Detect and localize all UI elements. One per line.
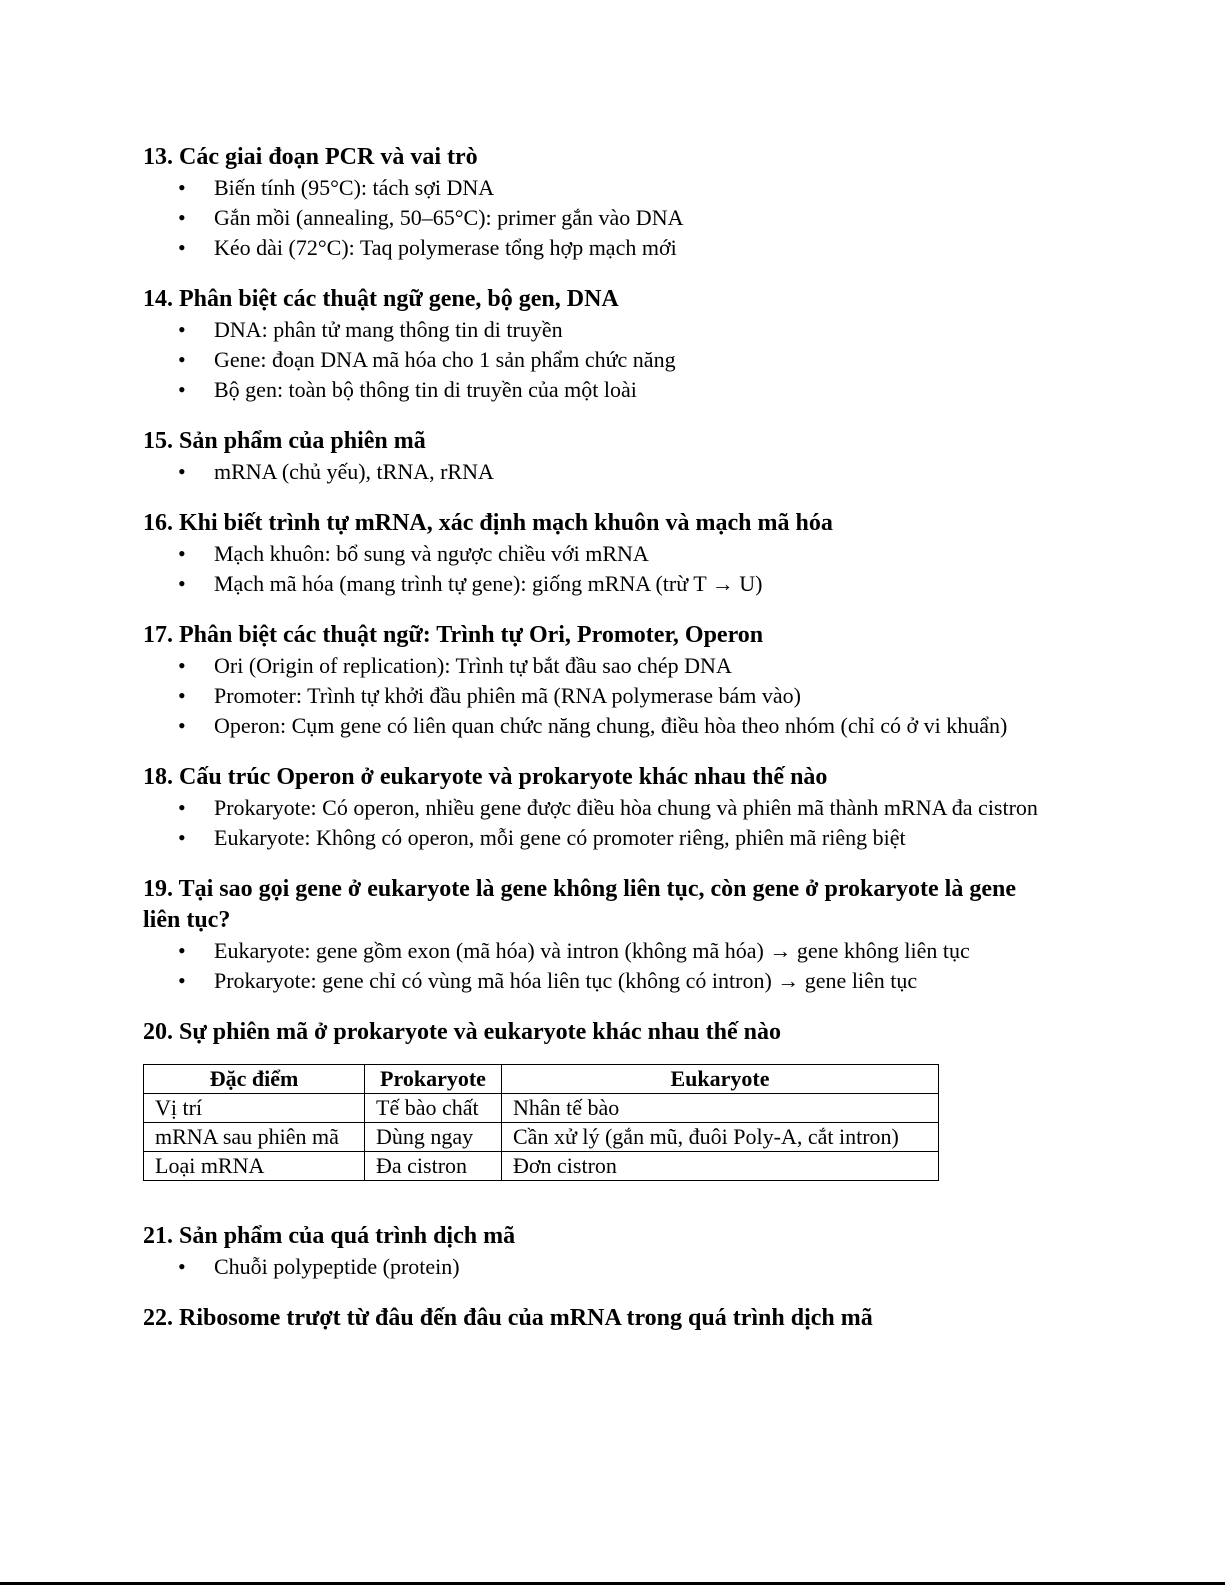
table-cell: Nhân tế bào — [502, 1094, 939, 1123]
section-heading: 18. Cấu trúc Operon ở eukaryote và prokaryote khác nhau thế nào — [143, 764, 828, 790]
table-header-cell: Đặc điểm — [144, 1065, 365, 1094]
bullet-icon: • — [178, 377, 186, 402]
bullet-icon: • — [178, 1254, 186, 1279]
bullet-list — [143, 315, 1043, 405]
table-cell: Loại mRNA — [144, 1152, 365, 1181]
list-item: • Eukaryote: gene gồm exon (mã hóa) và intron (không mã hóa) → gene không liên tục — [143, 936, 1043, 966]
list-item: • Prokaryote: Có operon, nhiều gene được điều hòa chung và phiên mã thành mRNA đa cistron — [143, 793, 1043, 823]
bullet-icon: • — [178, 825, 186, 850]
list-item: • Operon: Cụm gene có liên quan chức năng chung, điều hòa theo nhóm (chỉ có ở vi khuẩn) — [143, 711, 1043, 741]
bullet-icon: • — [178, 968, 186, 993]
list-item: • DNA: phân tử mang thông tin di truyền — [143, 315, 1043, 345]
bullet-list — [143, 1252, 1043, 1282]
table-header-cell: Prokaryote — [365, 1065, 502, 1094]
list-item: • Mạch khuôn: bổ sung và ngược chiều với mRNA — [143, 539, 1043, 569]
bullet-list — [143, 651, 1043, 741]
table-cell: Tế bào chất — [365, 1094, 502, 1123]
list-item: • Ori (Origin of replication): Trình tự bắt đầu sao chép DNA — [143, 651, 1043, 681]
section-17 — [143, 620, 1043, 741]
section-heading: 22. Ribosome trượt từ đâu đến đâu của mRNA trong quá trình dịch mã — [143, 1305, 873, 1331]
table-cell: Vị trí — [144, 1094, 365, 1123]
bullet-icon: • — [178, 235, 186, 260]
section-19 — [143, 874, 1043, 996]
bullet-icon: • — [178, 541, 186, 566]
document-page — [143, 142, 1043, 1355]
section-20 — [143, 1017, 1043, 1181]
bullet-icon: • — [178, 795, 186, 820]
section-18 — [143, 762, 1043, 853]
section-heading: 13. Các giai đoạn PCR và vai trò — [143, 144, 478, 170]
list-item: • Gene: đoạn DNA mã hóa cho 1 sản phẩm chức năng — [143, 345, 1043, 375]
table-row — [144, 1094, 939, 1123]
bullet-icon: • — [178, 175, 186, 200]
list-item: • Promoter: Trình tự khởi đầu phiên mã (RNA polymerase bám vào) — [143, 681, 1043, 711]
list-item: • Eukaryote: Không có operon, mỗi gene có promoter riêng, phiên mã riêng biệt — [143, 823, 1043, 853]
table-row — [144, 1123, 939, 1152]
list-item: • Biến tính (95°C): tách sợi DNA — [143, 173, 1043, 203]
bullet-list — [143, 936, 1043, 996]
table-cell: mRNA sau phiên mã — [144, 1123, 365, 1152]
table-header-cell: Eukaryote — [502, 1065, 939, 1094]
spacer — [143, 1181, 1043, 1221]
bullet-icon: • — [178, 459, 186, 484]
list-item: • Chuỗi polypeptide (protein) — [143, 1252, 1043, 1282]
bullet-list — [143, 457, 1043, 487]
section-heading: 15. Sản phẩm của phiên mã — [143, 428, 426, 454]
list-item: • Bộ gen: toàn bộ thông tin di truyền của một loài — [143, 375, 1043, 405]
section-heading: 21. Sản phẩm của quá trình dịch mã — [143, 1223, 516, 1249]
bullet-list — [143, 173, 1043, 263]
bullet-icon: • — [178, 653, 186, 678]
list-item: • Kéo dài (72°C): Taq polymerase tổng hợp mạch mới — [143, 233, 1043, 263]
list-item: • mRNA (chủ yếu), tRNA, rRNA — [143, 457, 1043, 487]
section-13 — [143, 142, 1043, 263]
bullet-icon: • — [178, 205, 186, 230]
section-heading: 17. Phân biệt các thuật ngữ: Trình tự Ori, Promoter, Operon — [143, 622, 764, 648]
bullet-list — [143, 793, 1043, 853]
section-15 — [143, 426, 1043, 487]
bullet-icon: • — [178, 683, 186, 708]
section-heading: 20. Sự phiên mã ở prokaryote và eukaryote khác nhau thế nào — [143, 1019, 781, 1045]
section-16 — [143, 508, 1043, 599]
list-item: • Prokaryote: gene chỉ có vùng mã hóa liên tục (không có intron) → gene liên tục — [143, 966, 1043, 996]
bullet-icon: • — [178, 938, 186, 963]
section-heading: 14. Phân biệt các thuật ngữ gene, bộ gen, DNA — [143, 286, 619, 312]
table-cell: Cần xử lý (gắn mũ, đuôi Poly-A, cắt intron) — [502, 1123, 939, 1152]
table-row — [144, 1152, 939, 1181]
bullet-icon: • — [178, 347, 186, 372]
section-14 — [143, 284, 1043, 405]
bullet-list — [143, 539, 1043, 599]
table-header-row — [144, 1065, 939, 1094]
list-item: • Gắn mồi (annealing, 50–65°C): primer gắn vào DNA — [143, 203, 1043, 233]
bullet-icon: • — [178, 317, 186, 342]
section-heading: 19. Tại sao gọi gene ở eukaryote là gene không liên tục, còn gene ở prokaryote là gene liên tục? — [143, 876, 1016, 933]
list-item: • Mạch mã hóa (mang trình tự gene): giống mRNA (trừ T → U) — [143, 569, 1043, 599]
table-cell: Đa cistron — [365, 1152, 502, 1181]
section-22 — [143, 1303, 1043, 1334]
section-heading: 16. Khi biết trình tự mRNA, xác định mạch khuôn và mạch mã hóa — [143, 510, 833, 536]
section-21 — [143, 1221, 1043, 1282]
bullet-icon: • — [178, 571, 186, 596]
table-cell: Đơn cistron — [502, 1152, 939, 1181]
bullet-icon: • — [178, 713, 186, 738]
table-cell: Dùng ngay — [365, 1123, 502, 1152]
comparison-table — [143, 1064, 939, 1181]
